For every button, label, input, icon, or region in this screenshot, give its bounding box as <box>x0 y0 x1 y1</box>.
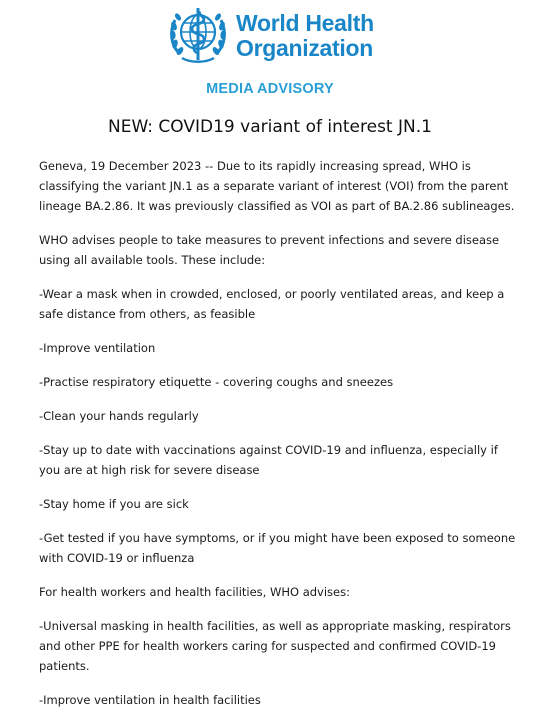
who-logo <box>166 2 376 66</box>
list-item: -Practise respiratory etiquette - covering coughs and sneezes <box>39 375 394 389</box>
list-item: -Stay home if you are sick <box>39 497 189 511</box>
list-item: -Improve ventilation in health facilities <box>39 693 261 707</box>
org-name <box>236 11 374 61</box>
paragraph: For health workers and health facilities, WHO advises: <box>39 585 350 599</box>
list-item: -Improve ventilation <box>39 341 156 355</box>
org-name-line2: Organization <box>236 35 373 61</box>
list-item: -Stay up to date with vaccinations against COVID-19 and influenza, especially if you are at high risk for severe disease <box>39 443 498 477</box>
page-title: NEW: COVID19 variant of interest JN.1 <box>108 117 432 137</box>
list-item: -Get tested if you have symptoms, or if you might have been exposed to someone with COVID-19 or influenza <box>39 531 516 565</box>
list-item: -Universal masking in health facilities, as well as appropriate masking, respirators and other PPE for health workers caring for suspected and confirmed COVID-19 patients. <box>39 619 511 673</box>
list-item: -Wear a mask when in crowded, enclosed, or poorly ventilated areas, and keep a safe distance from others, as feasible <box>39 287 505 321</box>
org-name-line1: World Health <box>236 10 374 36</box>
media-advisory-label: MEDIA ADVISORY <box>206 81 334 97</box>
advisory-body <box>39 156 519 724</box>
paragraph: Geneva, 19 December 2023 -- Due to its rapidly increasing spread, WHO is classifying the variant JN.1 as a separate variant of interest (VOI) from the parent lineage BA.2.86. It was previously classified as VOI as part of BA.2.86 sublineages. <box>39 159 515 213</box>
who-emblem-icon <box>166 2 230 66</box>
header <box>0 2 540 68</box>
paragraph: WHO advises people to take measures to prevent infections and severe disease using all available tools. These include: <box>39 233 500 267</box>
list-item: -Clean your hands regularly <box>39 409 199 423</box>
